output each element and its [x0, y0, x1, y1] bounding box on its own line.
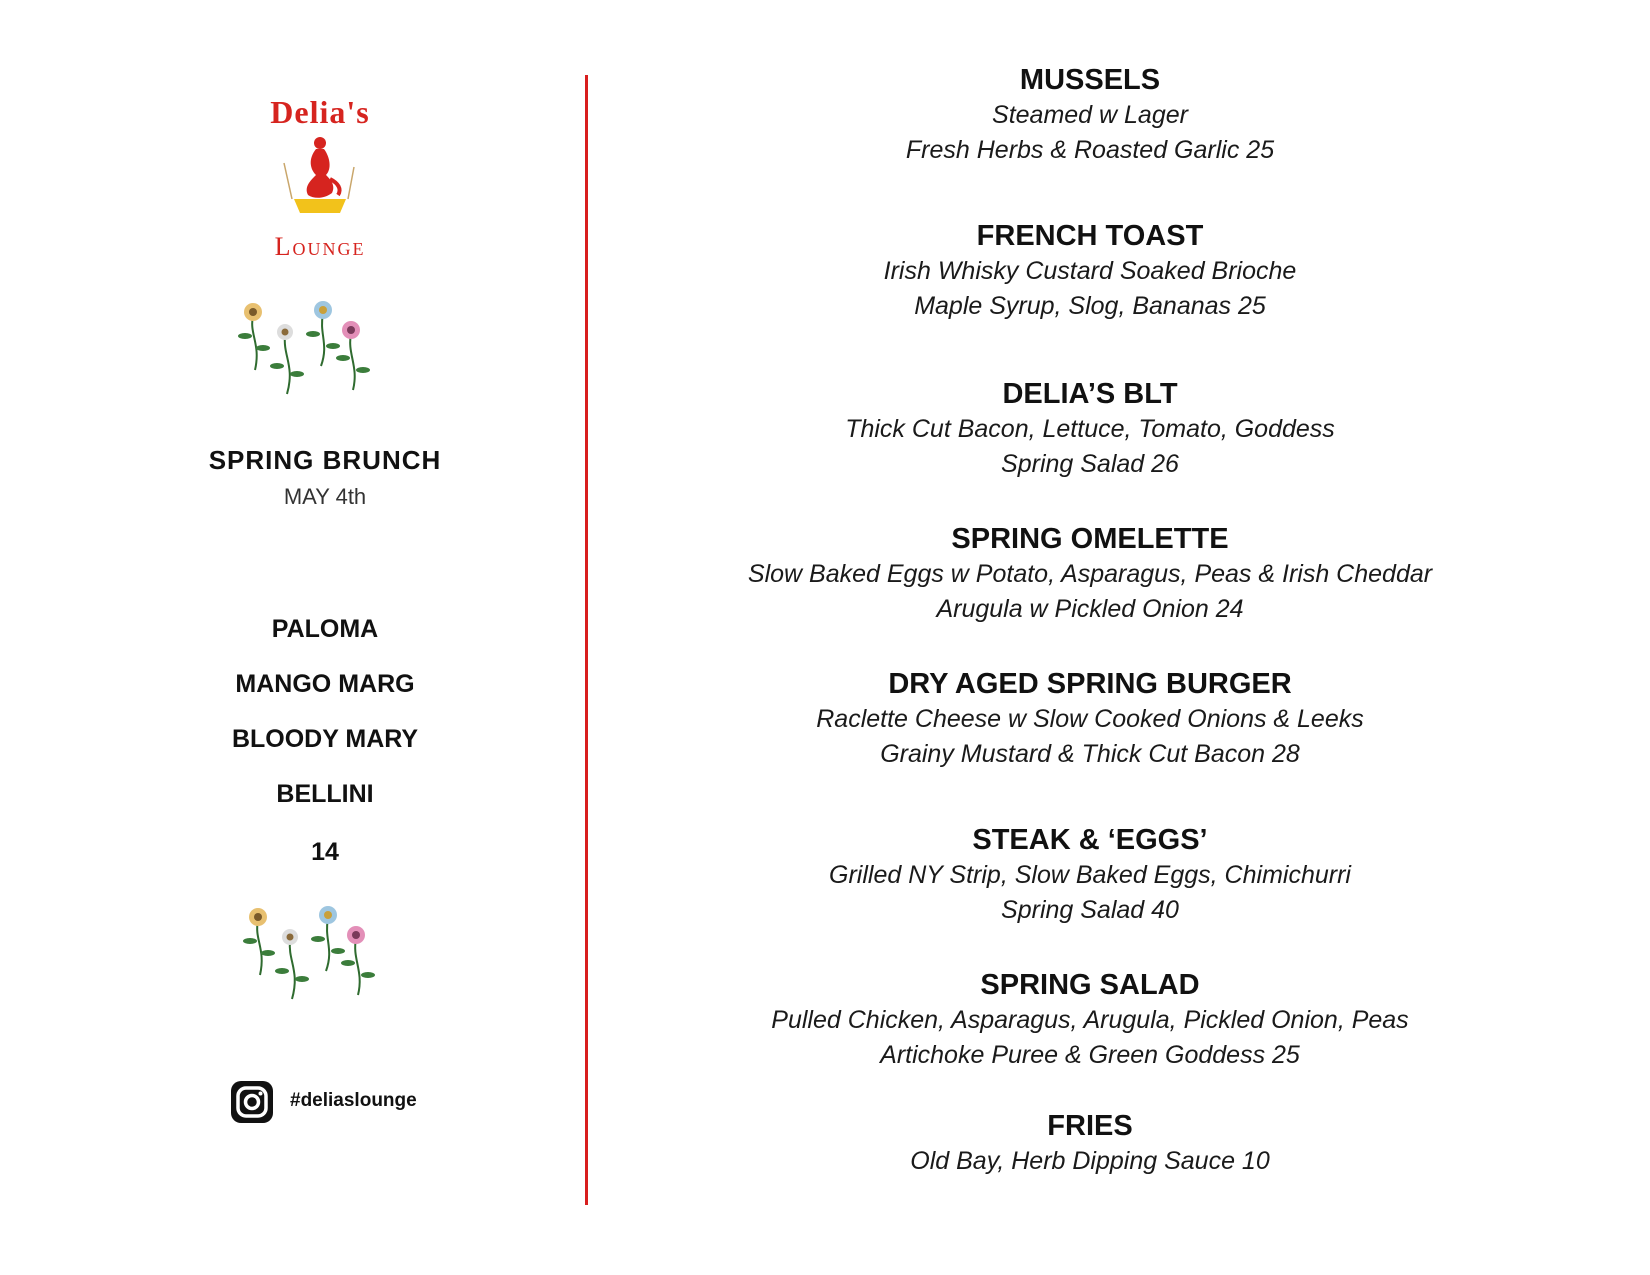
menu-item-desc: Fresh Herbs & Roasted Garlic 25: [905, 136, 1275, 164]
drink-item: BELLINI: [276, 780, 374, 808]
drink-item: PALOMA: [271, 615, 379, 643]
menu-item-desc: Artichoke Puree & Green Goddess 25: [880, 1041, 1300, 1069]
menu-item-name: SPRING SALAD: [980, 969, 1200, 1001]
menu-item: [690, 1108, 1490, 1179]
menu-item-desc: Old Bay, Herb Dipping Sauce 10: [910, 1147, 1270, 1175]
menu-item: [690, 521, 1490, 627]
drink-price: 14: [311, 838, 339, 866]
menu-item-name: STEAK & ‘EGGS’: [972, 824, 1208, 856]
menu-item-desc: Grainy Mustard & Thick Cut Bacon 28: [880, 740, 1300, 768]
menu-item-desc: Spring Salad 26: [1001, 450, 1179, 478]
menu-item-desc: Pulled Chicken, Asparagus, Arugula, Pickled Onion, Peas: [771, 1006, 1409, 1034]
flowers-illustration: [230, 905, 390, 1005]
instagram-icon: [230, 1080, 274, 1124]
menu-item-desc: Raclette Cheese w Slow Cooked Onions & Leeks: [816, 705, 1364, 733]
menu-item-desc: Spring Salad 40: [1001, 896, 1179, 924]
logo-bottom-text: Lounge: [274, 232, 366, 261]
menu-item: [690, 62, 1490, 168]
left-column: [150, 0, 500, 1275]
brunch-title: SPRING BRUNCH: [208, 445, 442, 475]
menu-item-name: MUSSELS: [1019, 64, 1161, 96]
menu-item-name: FRENCH TOAST: [976, 220, 1204, 252]
logo-top-text: Delia's: [270, 94, 370, 130]
instagram-tag: [230, 1080, 490, 1124]
menu-item: [690, 376, 1490, 482]
menu-item-name: FRIES: [1047, 1110, 1133, 1142]
menu-item: [690, 967, 1490, 1073]
delias-lounge-logo: [255, 95, 385, 275]
menu-item-desc: Slow Baked Eggs w Potato, Asparagus, Peas & Irish Cheddar: [747, 560, 1433, 588]
menu-item-desc: Thick Cut Bacon, Lettuce, Tomato, Goddess: [845, 415, 1335, 443]
menu-item-name: SPRING OMELETTE: [951, 523, 1229, 555]
brunch-date: MAY 4th: [283, 484, 367, 509]
red-divider-line: [585, 75, 588, 1205]
drink-item: MANGO MARG: [235, 670, 415, 698]
menu-item-name: DRY AGED SPRING BURGER: [888, 668, 1292, 700]
menu-item: [690, 218, 1490, 324]
menu-item-desc: Arugula w Pickled Onion 24: [936, 595, 1244, 623]
menu-item-desc: Steamed w Lager: [992, 101, 1188, 129]
flowers-illustration: [225, 300, 385, 400]
dancer-figure-icon: [280, 133, 360, 229]
drink-item: BLOODY MARY: [231, 725, 419, 753]
menu-item-name: DELIA’S BLT: [1002, 378, 1178, 410]
menu-item: [690, 822, 1490, 928]
instagram-handle: #deliaslounge: [290, 1090, 417, 1111]
menu-item-desc: Irish Whisky Custard Soaked Brioche: [883, 257, 1297, 285]
menu-item-desc: Maple Syrup, Slog, Bananas 25: [914, 292, 1266, 320]
menu-item: [690, 666, 1490, 772]
menu-item-desc: Grilled NY Strip, Slow Baked Eggs, Chimichurri: [829, 861, 1351, 889]
